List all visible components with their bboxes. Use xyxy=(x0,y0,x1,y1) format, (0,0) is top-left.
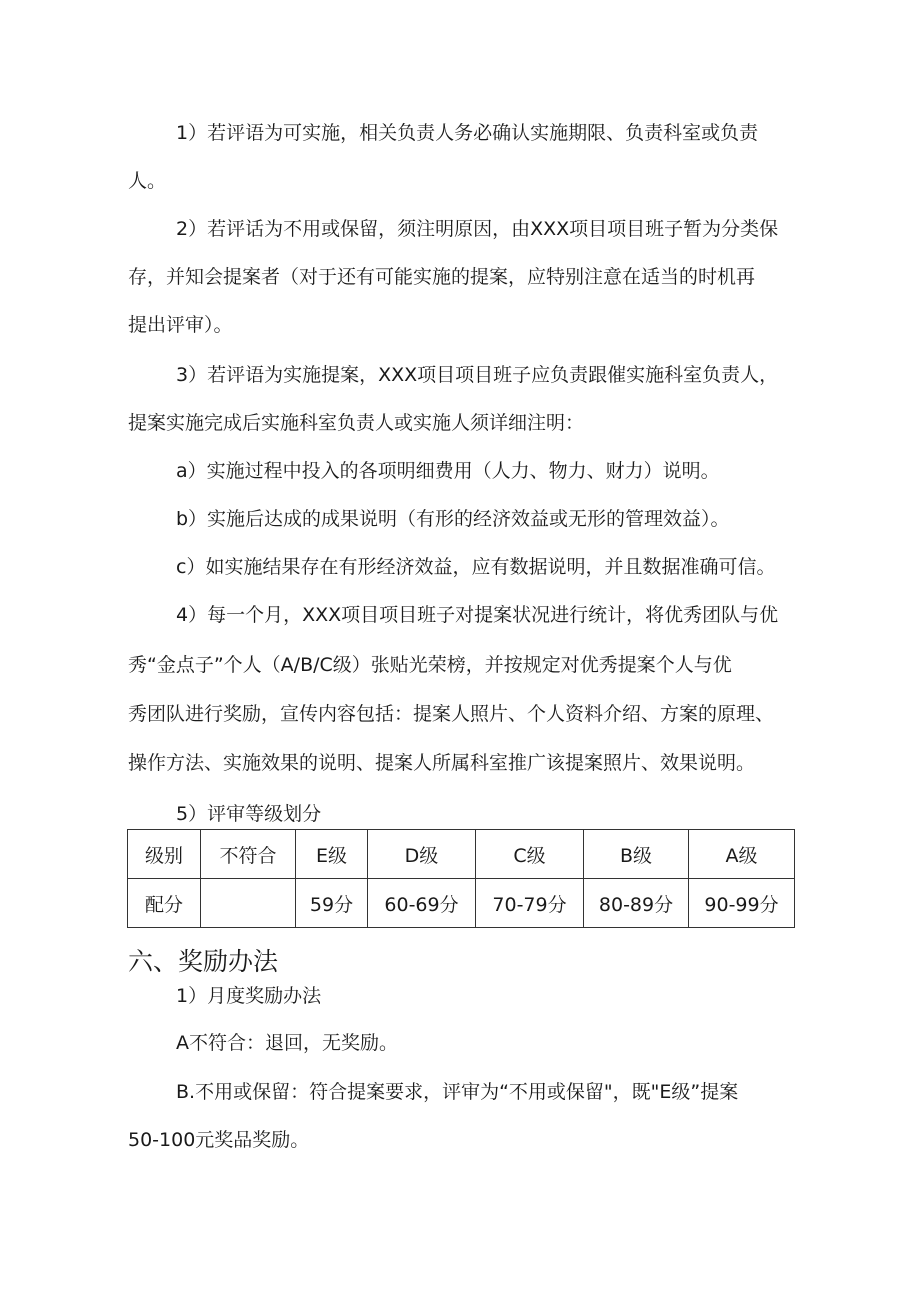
table-cell: 60-69分 xyxy=(368,879,476,928)
subsection-monthly-reward: 1）月度奖励办法 xyxy=(176,985,322,1007)
table-cell: D级 xyxy=(368,830,476,879)
paragraph-4-line-3: 秀团队进行奖励，宣传内容包括：提案人照片、个人资料介绍、方案的原理、 xyxy=(128,703,775,725)
table-cell xyxy=(201,879,296,928)
table-cell: E级 xyxy=(296,830,368,879)
reward-rule-b-line-2: 50-100元奖品奖励。 xyxy=(128,1129,310,1151)
paragraph-2-line-3: 提出评审）。 xyxy=(128,314,233,336)
paragraph-3-line-2: 提案实施完成后实施科室负责人或实施人须详细注明： xyxy=(128,412,585,434)
table-cell: 配分 xyxy=(128,879,201,928)
grade-table-caption: 5）评审等级划分 xyxy=(176,803,322,825)
paragraph-1-line-2: 人。 xyxy=(128,170,167,192)
reward-rule-a: A不符合：退回，无奖励。 xyxy=(176,1032,398,1054)
table-cell: C级 xyxy=(476,830,584,879)
table-cell: 90-99分 xyxy=(689,879,795,928)
list-item-c: c）如实施结果存在有形经济效益，应有数据说明，并且数据准确可信。 xyxy=(176,556,776,578)
table-cell: 80-89分 xyxy=(584,879,689,928)
paragraph-4-line-4: 操作方法、实施效果的说明、提案人所属科室推广该提案照片、效果说明。 xyxy=(128,752,756,774)
table-cell: 级别 xyxy=(128,830,201,879)
grade-table-score-row xyxy=(128,879,795,928)
paragraph-2-line-2: 存，并知会提案者（对于还有可能实施的提案，应特别注意在适当的时机再 xyxy=(128,266,756,288)
table-cell: 70-79分 xyxy=(476,879,584,928)
grade-table xyxy=(127,829,795,928)
table-cell: A级 xyxy=(689,830,795,879)
list-item-b: b）实施后达成的成果说明（有形的经济效益或无形的管理效益）。 xyxy=(176,508,730,530)
paragraph-2-line-1: 2）若评话为不用或保留，须注明原因，由XXX项目项目班子暂为分类保 xyxy=(176,218,779,240)
table-cell: 59分 xyxy=(296,879,368,928)
paragraph-4-line-1: 4）每一个月，XXX项目项目班子对提案状况进行统计，将优秀团队与优 xyxy=(176,604,779,626)
list-item-a: a）实施过程中投入的各项明细费用（人力、物力、财力）说明。 xyxy=(176,460,720,482)
table-cell: B级 xyxy=(584,830,689,879)
table-cell: 不符合 xyxy=(201,830,296,879)
section-heading-six: 六、奖励办法 xyxy=(128,947,279,976)
paragraph-3-line-1: 3）若评语为实施提案，XXX项目项目班子应负责跟催实施科室负责人， xyxy=(176,364,779,386)
reward-rule-b-line-1: B.不用或保留：符合提案要求，评审为“不用或保留"，既"E级”提案 xyxy=(176,1081,739,1103)
paragraph-1-line-1: 1）若评语为可实施，相关负责人务必确认实施期限、负责科室或负责 xyxy=(176,122,759,144)
paragraph-4-line-2: 秀“金点子”个人（A/B/C级）张贴光荣榜，并按规定对优秀提案个人与优 xyxy=(128,654,732,676)
grade-table-header-row xyxy=(128,830,795,879)
